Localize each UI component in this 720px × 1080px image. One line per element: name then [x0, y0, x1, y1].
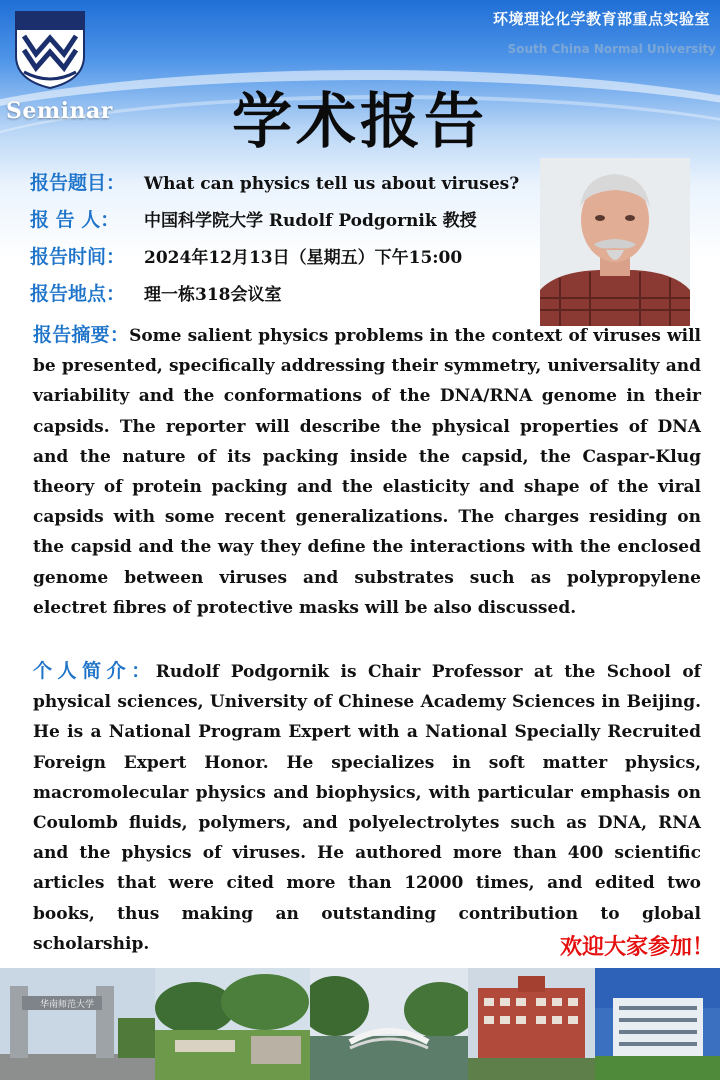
speaker-value: 中国科学院大学 Rudolf Podgornik 教授	[144, 211, 477, 231]
time-label: 报告时间：	[30, 246, 126, 268]
campus-photo-gate	[0, 968, 155, 1080]
abstract-text: Some salient physics problems in the context of viruses will be presented, specifically addressing their symmetry, universality and variability and the conformations of the DNA/RNA genome in their capsids. The reporter will describe the physical properties of DNA and the nature of its packing inside the capsid, the Caspar-Klug theory of protein packing and the elasticity and shape of the viral capsids with some recent generalizations. The charges residing on the capsid and the way they define the interactions with the enclosed genome between viruses and substrates such as polypropylene electret fibres of protective masks will be also discussed.	[33, 326, 701, 618]
topic-label: 报告题目：	[30, 172, 126, 194]
topic-row	[30, 168, 550, 205]
bio-label: 个人简介：	[33, 660, 156, 682]
campus-photo-modern-building	[595, 968, 720, 1080]
location-row	[30, 279, 550, 316]
event-info	[30, 168, 550, 316]
welcome-text: 欢迎大家参加！	[559, 935, 714, 960]
abstract-label: 报告摘要：	[33, 324, 130, 346]
campus-photo-garden	[155, 968, 310, 1080]
speaker-row	[30, 205, 550, 242]
location-label: 报告地点：	[30, 283, 126, 305]
campus-photo-bridge	[310, 968, 468, 1080]
bio-text: Rudolf Podgornik is Chair Professor at the School of physical sciences, University of Chinese Academy Sciences in Beijing. He is a National Program Expert with a National Specially Recruited Foreign Expert Honor. He specializes in soft matter physics, macromolecular physics and biophysics, with particular emphasis on Coulomb fluids, polymers, and polyelectrolytes such as DNA, RNA and the physics of viruses. He authored more than 400 scientific articles that were cited more than 12000 times, and edited two books, thus making an outstanding contribution to global scholarship.	[33, 662, 701, 954]
gate-sign-text: 华南师范大学	[40, 1000, 95, 1010]
speaker-label: 报 告 人：	[30, 209, 120, 231]
location-value: 理一栋318会议室	[144, 285, 282, 305]
time-value: 2024年12月13日（星期五）下午15:00	[144, 248, 463, 268]
time-row	[30, 242, 550, 279]
bio-paragraph	[33, 656, 701, 959]
abstract-paragraph	[33, 320, 701, 623]
lab-name: 环境理论化学教育部重点实验室	[492, 10, 710, 28]
campus-photo-strip	[0, 968, 720, 1080]
seminar-label: Seminar	[6, 98, 113, 124]
poster-title: 学术报告	[232, 87, 488, 157]
speaker-portrait	[540, 158, 690, 326]
campus-photo-building	[468, 968, 595, 1080]
topic-value: What can physics tell us about viruses?	[144, 174, 520, 194]
university-name: South China Normal University	[507, 42, 716, 56]
